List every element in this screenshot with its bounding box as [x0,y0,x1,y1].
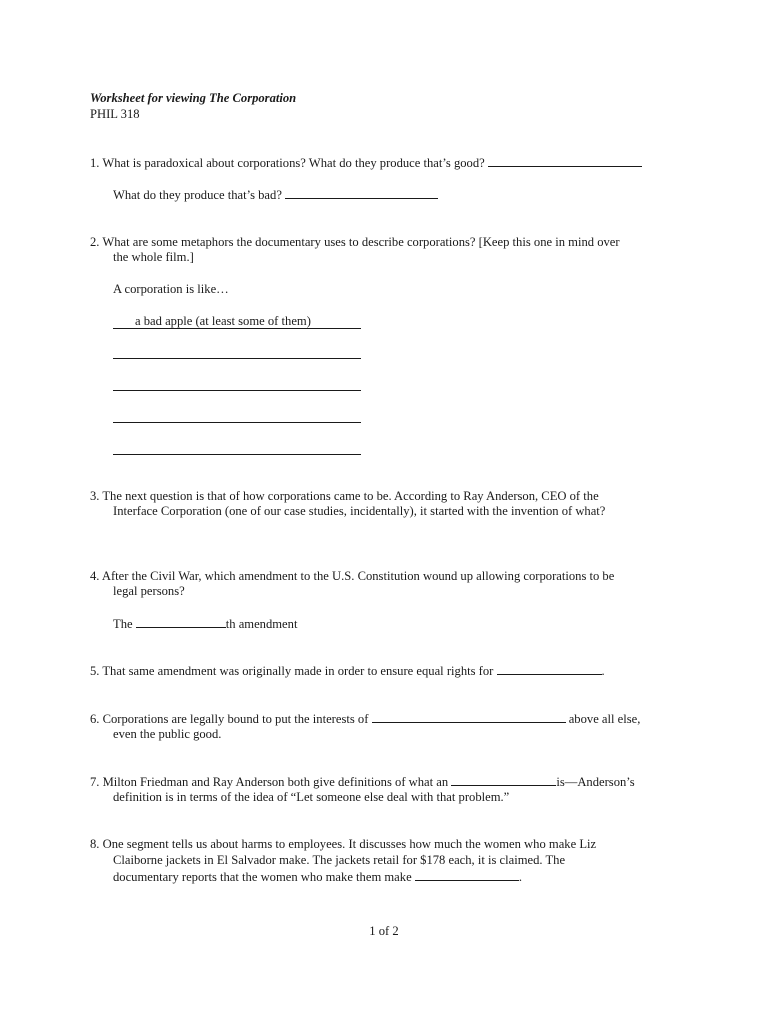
metaphor-blank-4[interactable] [113,422,361,423]
question-5 [90,662,605,679]
worksheet-title: Worksheet for viewing The Corporation [90,91,297,105]
question-5-end: . [601,664,605,678]
question-4-line-2: legal persons? [113,584,185,598]
question-1-bad-blank[interactable] [285,186,438,199]
question-2-answer-1[interactable] [113,313,361,329]
question-6-line-1 [90,710,640,727]
question-8-end: . [518,870,522,884]
page-number: 1 of 2 [369,924,399,938]
question-6-line-2: even the public good. [113,727,222,741]
question-2-line-2: the whole film.] [113,250,194,264]
question-2-prompt: A corporation is like… [113,282,229,296]
question-6-post: above all else, [568,712,641,726]
metaphor-answer-1[interactable]: a bad apple (at least some of them) [113,314,361,329]
question-1 [90,154,642,171]
question-7-line-1 [90,773,635,790]
question-7-pre: 7. Milton Friedman and Ray Anderson both give definitions of what an [90,775,449,789]
question-3-line-2: Interface Corporation (one of our case studies, incidentally), it started with the invention of what? [113,504,606,518]
question-3-line-1: 3. The next question is that of how corporations came to be. According to Ray Anderson, CEO of the [90,489,599,503]
question-4-line-1: 4. After the Civil War, which amendment to the U.S. Constitution wound up allowing corporations to be [90,569,615,583]
interests-blank[interactable] [372,710,566,723]
question-4-answer [113,615,297,632]
equal-rights-blank[interactable] [497,662,602,675]
metaphor-blank-3[interactable] [113,390,361,391]
question-5-text: 5. That same amendment was originally made in order to ensure equal rights for [90,664,494,678]
question-8-line-3 [113,868,522,885]
question-8-line-1: 8. One segment tells us about harms to employees. It discusses how much the women who make Liz [90,837,597,851]
question-6-pre: 6. Corporations are legally bound to put the interests of [90,712,369,726]
course-code: PHIL 318 [90,107,140,121]
question-1-part-2 [113,186,438,203]
definition-blank[interactable] [451,773,556,786]
amendment-number-blank[interactable] [136,615,226,628]
metaphor-blank-5[interactable] [113,454,361,455]
question-8-line-2: Claiborne jackets in El Salvador make. The jackets retail for $178 each, it is claimed. The [113,853,566,867]
question-8-text: documentary reports that the women who make them make [113,870,412,884]
question-1-good-blank[interactable] [488,154,642,167]
question-7-post: is—Anderson’s [556,775,635,789]
question-4-pre: The [113,617,133,631]
question-2-line-1: 2. What are some metaphors the documentary uses to describe corporations? [Keep this one in mind over [90,235,620,249]
metaphor-blank-2[interactable] [113,358,361,359]
question-7-line-2: definition is in terms of the idea of “Let someone else deal with that problem.” [113,790,510,804]
question-1-bad-text: What do they produce that’s bad? [113,188,282,202]
question-1-text: 1. What is paradoxical about corporations? What do they produce that’s good? [90,156,485,170]
wages-blank[interactable] [415,868,519,881]
question-4-post: th amendment [225,617,298,631]
